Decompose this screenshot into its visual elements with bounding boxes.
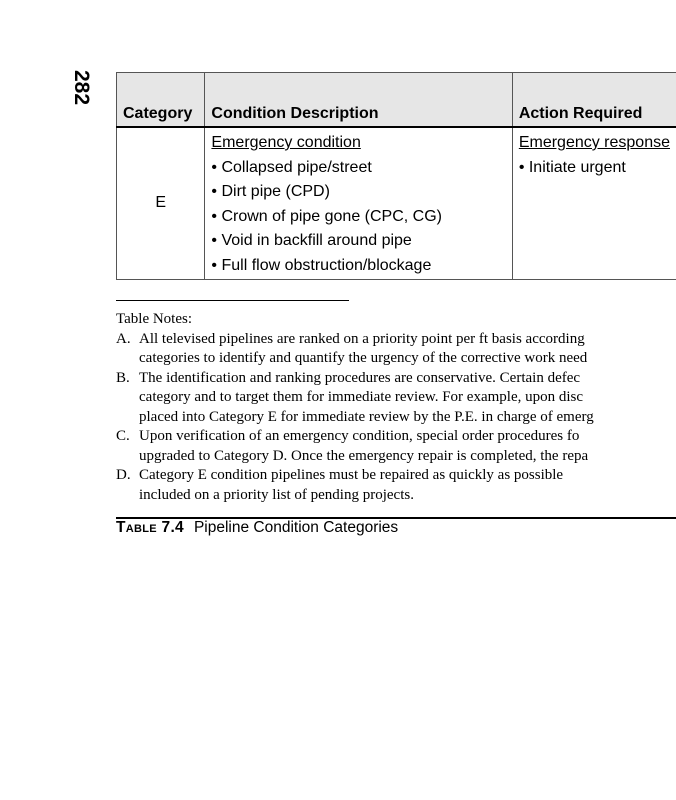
notes-heading: Table Notes:: [116, 311, 193, 327]
condition-table: [116, 72, 676, 280]
condition-cell: [205, 127, 512, 279]
condition-item: • Full flow obstruction/blockage: [211, 256, 432, 274]
header-action-required: Action Required: [512, 73, 676, 128]
action-heading: Emergency response: [518, 134, 670, 151]
note-a: A. All televised pipelines are ranked on a priority point per ft basis according categories to identify and quantify the urgency of the corrective work need: [116, 330, 588, 366]
note-b: B. The identification and ranking procedures are conservative. Certain defec category and to target them for immediate review. For example, upon disc placed into Category E for immediate review by the P.E. in charge of emerg: [116, 369, 594, 425]
table-row: [117, 127, 676, 279]
condition-heading: Emergency condition: [211, 134, 361, 151]
table-notes: [116, 310, 676, 505]
note-d: D. Category E condition pipelines must be repaired as quickly as possible included on a priority list of pending projects.: [116, 467, 564, 503]
page-number: 282: [70, 70, 93, 106]
note-c: C. Upon verification of an emergency condition, special order procedures fo upgraded to Category D. Once the emergency repair is completed, the repa: [116, 428, 589, 464]
table-header-row: [117, 73, 676, 128]
table-caption: [116, 519, 398, 537]
caption-title: Pipeline Condition Categories: [193, 519, 399, 536]
header-category: Category: [117, 73, 205, 128]
header-condition-description: Condition Description: [205, 73, 512, 128]
condition-item: • Collapsed pipe/street: [211, 158, 372, 176]
category-cell: E: [117, 127, 205, 279]
condition-item: • Void in backfill around pipe: [211, 232, 412, 250]
notes-divider: [116, 300, 349, 301]
condition-item: • Crown of pipe gone (CPC, CG): [211, 207, 442, 225]
action-item: • Initiate urgent: [518, 158, 626, 176]
condition-item: • Dirt pipe (CPD): [211, 183, 330, 201]
caption-label: Table 7.4: [116, 519, 184, 536]
action-cell: [512, 127, 676, 279]
